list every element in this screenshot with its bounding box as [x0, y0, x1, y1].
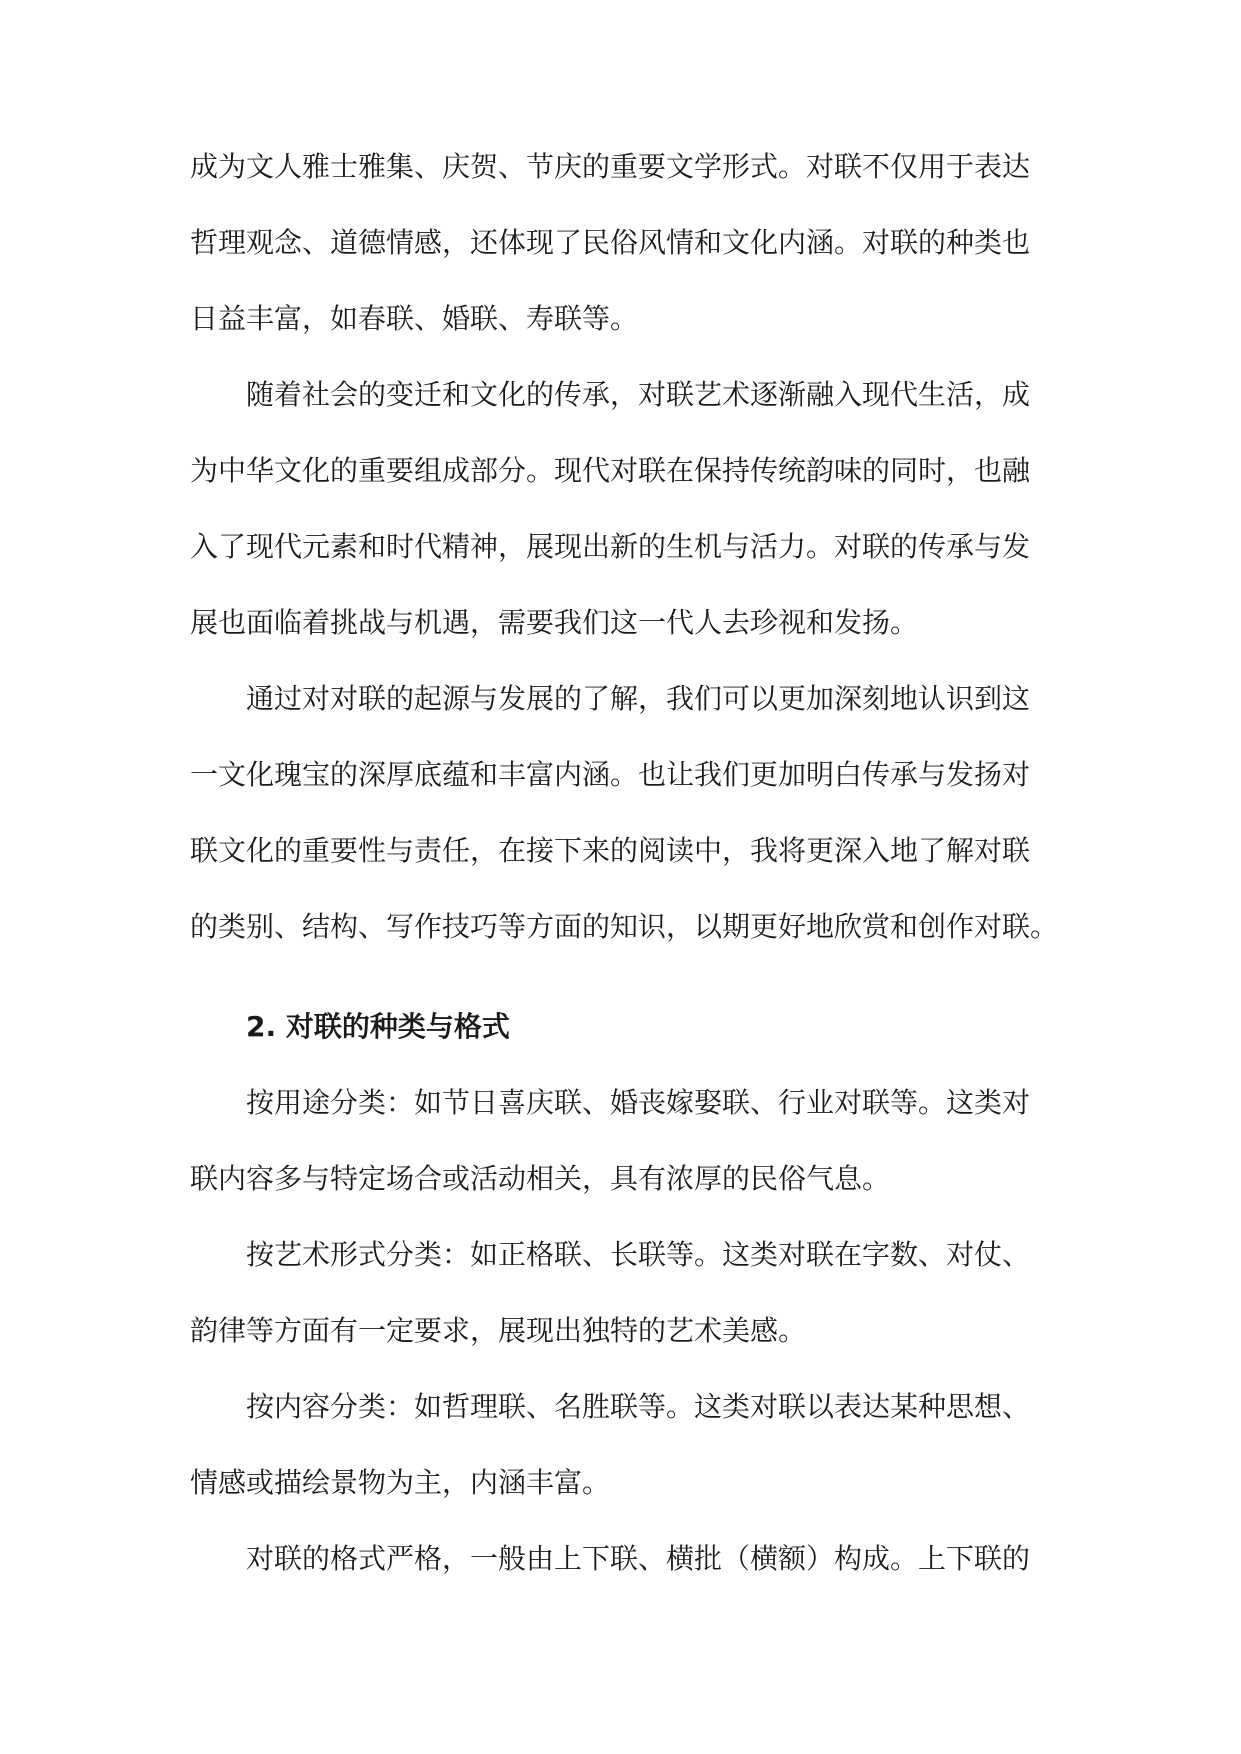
paragraph-line: 的类别、结构、写作技巧等方面的知识，以期更好地欣赏和创作对联。 — [190, 910, 1059, 943]
paragraph-line: 按艺术形式分类：如正格联、长联等。这类对联在字数、对仗、 — [246, 1238, 1031, 1271]
paragraph-line: 展也面临着挑战与机遇，需要我们这一代人去珍视和发扬。 — [190, 606, 919, 639]
paragraph-line: 按内容分类：如哲理联、名胜联等。这类对联以表达某种思想、 — [246, 1390, 1031, 1423]
paragraph-line: 一文化瑰宝的深厚底蕴和丰富内涵。也让我们更加明白传承与发扬对 — [190, 758, 1031, 791]
paragraph-line: 对联的格式严格，一般由上下联、横批（横额）构成。上下联的 — [246, 1542, 1031, 1575]
paragraph-line: 通过对对联的起源与发展的了解，我们可以更加深刻地认识到这 — [246, 682, 1031, 715]
paragraph-line: 入了现代元素和时代精神，展现出新的生机与活力。对联的传承与发 — [190, 530, 1031, 563]
paragraph-line: 联内容多与特定场合或活动相关，具有浓厚的民俗气息。 — [190, 1162, 891, 1195]
paragraph-line: 随着社会的变迁和文化的传承，对联艺术逐渐融入现代生活，成 — [246, 378, 1031, 411]
paragraph-line: 韵律等方面有一定要求，展现出独特的艺术美感。 — [190, 1314, 807, 1347]
paragraph-line: 联文化的重要性与责任，在接下来的阅读中，我将更深入地了解对联 — [190, 834, 1031, 867]
paragraph-line: 成为文人雅士雅集、庆贺、节庆的重要文学形式。对联不仅用于表达 — [190, 150, 1031, 183]
section-heading: 2. 对联的种类与格式 — [246, 1010, 510, 1043]
paragraph-line: 按用途分类：如节日喜庆联、婚丧嫁娶联、行业对联等。这类对 — [246, 1086, 1031, 1119]
paragraph-line: 情感或描绘景物为主，内涵丰富。 — [190, 1466, 611, 1499]
paragraph-line: 为中华文化的重要组成部分。现代对联在保持传统韵味的同时，也融 — [190, 454, 1031, 487]
paragraph-line: 哲理观念、道德情感，还体现了民俗风情和文化内涵。对联的种类也 — [190, 226, 1031, 259]
paragraph-line: 日益丰富，如春联、婚联、寿联等。 — [190, 302, 639, 335]
